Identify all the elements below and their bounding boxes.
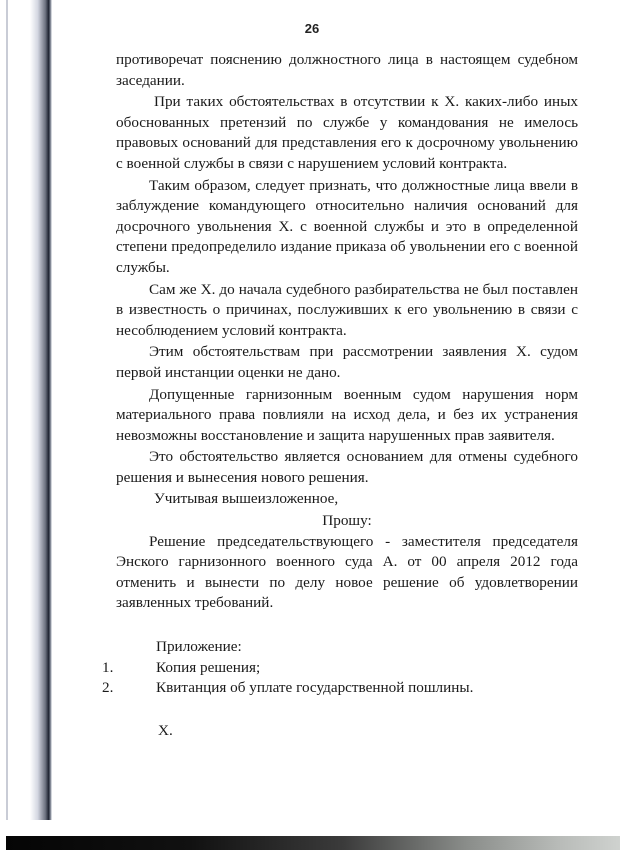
- request-text: Решение председательствующего - заместителя председателя Энского гарнизонного военного суда А. от 00 апреля 2012 года отменить и вынести по делу новое решение об удовлетворении заявленных требований.: [116, 532, 578, 612]
- attachment-item: [102, 678, 578, 699]
- paragraph-no-grounds: При таких обстоятельствах в отсутствии к Х. каких-либо иных обоснованных претензий по службе у командования не имелось правовых оснований для представления его к досрочному увольнению с военной службы в связи с нарушением условий контракта.: [116, 93, 578, 172]
- attachment-number: 1.: [102, 658, 114, 676]
- attachment-text: Квитанция об уплате государственной пошлины.: [156, 679, 474, 697]
- attachments-title: Приложение:: [156, 638, 242, 656]
- attachment-item: [102, 658, 578, 679]
- attachments-list: [102, 658, 578, 699]
- paragraph-not-informed: Сам же Х. до начала судебного разбирательства не был поставлен в известность о причинах, послуживших к его увольнению в связи с несоблюдением условий контракта.: [116, 280, 578, 339]
- scan-binding-shadow: [30, 0, 52, 820]
- paragraph-no-assessment: Этим обстоятельствам при рассмотрении заявления Х. судом первой инстанции оценки не дано.: [116, 343, 578, 381]
- signature: Х.: [158, 721, 173, 739]
- paragraph-violations: Допущенные гарнизонным военным судом нарушения норм материального права повлияли на исход дела, и без их устранения невозможны восстановление и защита нарушенных прав заявителя.: [116, 385, 578, 444]
- document-body: [102, 50, 578, 741]
- paragraph-misled: Таким образом, следует признать, что должностные лица ввели в заблуждение командующего относительно наличия оснований для досрочного увольнения Х. с военной службы и это в определенной степени предопределило издание приказа об увольнении его с военной службы.: [116, 176, 578, 276]
- attachment-number: 2.: [102, 679, 114, 697]
- request-heading: Прошу:: [322, 512, 372, 530]
- paragraph-grounds-for-reversal: Это обстоятельство является основанием для отмены судебного решения и вынесения нового решения.: [116, 448, 578, 486]
- paragraph-considering: Учитывая вышеизложенное,: [154, 490, 339, 508]
- paragraph-continuation: противоречат пояснению должностного лица в настоящем судебном заседании.: [116, 51, 578, 89]
- scan-bottom-edge: [6, 836, 620, 850]
- attachment-text: Копия решения;: [156, 658, 261, 676]
- page-number: 26: [304, 21, 320, 36]
- scan-edge-line: [6, 0, 8, 820]
